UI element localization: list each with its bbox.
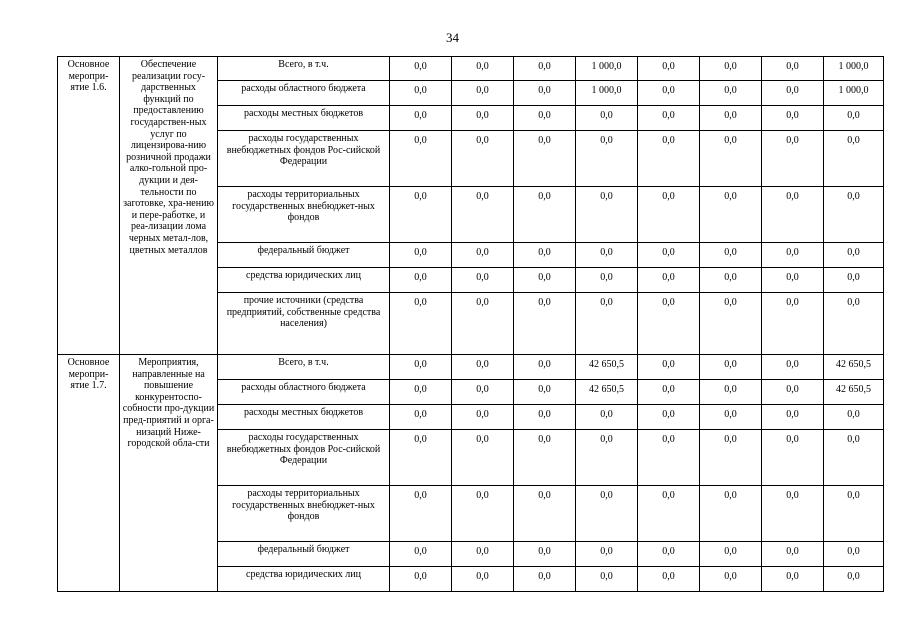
- activity-name: Мероприятия, направленные на повышение конкурентоспо-собности про-дукции пред-приятий и орга-низаций Ниже-городской обла-сти: [120, 355, 218, 592]
- amount-cell: 0,0: [452, 293, 514, 355]
- amount-cell: 0,0: [824, 268, 884, 293]
- amount-cell: 0,0: [700, 268, 762, 293]
- amount-cell: 42 650,5: [576, 380, 638, 405]
- amount-cell: 0,0: [638, 542, 700, 567]
- funding-source: расходы областного бюджета: [218, 380, 390, 405]
- funding-source: расходы территориальных государственных внебюджет-ных фондов: [218, 187, 390, 243]
- amount-cell: 0,0: [700, 293, 762, 355]
- amount-cell: 0,0: [390, 542, 452, 567]
- activity-name: Обеспечение реализации госу-дарственных функций по предоставлению государствен-ных услуг по лицензирова-нию розничной продажи алко-гольной про-дукции и дея-тельности по заготовке, хра-нению и пере-работке, и реа-лизации лома черных метал-лов, цветных металлов: [120, 57, 218, 355]
- amount-cell: 0,0: [700, 106, 762, 131]
- amount-cell: 0,0: [390, 293, 452, 355]
- amount-cell: 1 000,0: [576, 81, 638, 106]
- amount-cell: 0,0: [824, 405, 884, 430]
- amount-cell: 0,0: [824, 187, 884, 243]
- amount-cell: 0,0: [452, 405, 514, 430]
- amount-cell: 0,0: [638, 380, 700, 405]
- amount-cell: 0,0: [514, 57, 576, 81]
- funding-source: прочие источники (средства предприятий, собственные средства населения): [218, 293, 390, 355]
- amount-cell: 0,0: [390, 380, 452, 405]
- amount-cell: 0,0: [638, 567, 700, 592]
- amount-cell: 0,0: [762, 131, 824, 187]
- funding-source: расходы областного бюджета: [218, 81, 390, 106]
- funding-source: Всего, в т.ч.: [218, 355, 390, 380]
- amount-cell: 0,0: [638, 81, 700, 106]
- amount-cell: 0,0: [390, 430, 452, 486]
- amount-cell: 0,0: [576, 131, 638, 187]
- amount-cell: 0,0: [762, 355, 824, 380]
- amount-cell: 0,0: [390, 106, 452, 131]
- amount-cell: 0,0: [452, 380, 514, 405]
- amount-cell: 0,0: [514, 187, 576, 243]
- amount-cell: 0,0: [452, 268, 514, 293]
- amount-cell: 0,0: [638, 268, 700, 293]
- amount-cell: 0,0: [638, 405, 700, 430]
- amount-cell: 0,0: [700, 131, 762, 187]
- activity-code: Основное меропри-ятие 1.7.: [58, 355, 120, 592]
- amount-cell: 1 000,0: [824, 57, 884, 81]
- amount-cell: 0,0: [514, 542, 576, 567]
- activity-code: Основное меропри-ятие 1.6.: [58, 57, 120, 355]
- amount-cell: 0,0: [514, 131, 576, 187]
- amount-cell: 0,0: [452, 131, 514, 187]
- amount-cell: 42 650,5: [824, 380, 884, 405]
- amount-cell: 0,0: [576, 430, 638, 486]
- funding-source: расходы государственных внебюджетных фондов Рос-сийской Федерации: [218, 430, 390, 486]
- amount-cell: 0,0: [390, 405, 452, 430]
- amount-cell: 0,0: [514, 243, 576, 268]
- amount-cell: 0,0: [514, 430, 576, 486]
- amount-cell: 0,0: [762, 106, 824, 131]
- funding-source: средства юридических лиц: [218, 567, 390, 592]
- amount-cell: 0,0: [824, 243, 884, 268]
- amount-cell: 0,0: [762, 542, 824, 567]
- amount-cell: 42 650,5: [824, 355, 884, 380]
- amount-cell: 0,0: [762, 486, 824, 542]
- amount-cell: 42 650,5: [576, 355, 638, 380]
- amount-cell: 0,0: [700, 355, 762, 380]
- amount-cell: 0,0: [700, 57, 762, 81]
- amount-cell: 0,0: [514, 486, 576, 542]
- amount-cell: 0,0: [700, 542, 762, 567]
- amount-cell: 0,0: [700, 486, 762, 542]
- amount-cell: 0,0: [700, 187, 762, 243]
- amount-cell: 0,0: [514, 268, 576, 293]
- amount-cell: 0,0: [700, 81, 762, 106]
- page-number: 34: [446, 30, 459, 45]
- amount-cell: 0,0: [762, 567, 824, 592]
- amount-cell: 0,0: [576, 405, 638, 430]
- funding-source: расходы государственных внебюджетных фондов Рос-сийской Федерации: [218, 131, 390, 187]
- amount-cell: 0,0: [576, 243, 638, 268]
- amount-cell: 0,0: [390, 486, 452, 542]
- amount-cell: 0,0: [700, 380, 762, 405]
- funding-source: федеральный бюджет: [218, 542, 390, 567]
- amount-cell: 0,0: [824, 131, 884, 187]
- amount-cell: 0,0: [452, 486, 514, 542]
- amount-cell: 0,0: [638, 355, 700, 380]
- amount-cell: 0,0: [762, 430, 824, 486]
- amount-cell: 0,0: [576, 567, 638, 592]
- table-row: [58, 57, 884, 81]
- amount-cell: 0,0: [452, 187, 514, 243]
- amount-cell: 0,0: [638, 106, 700, 131]
- amount-cell: 0,0: [514, 405, 576, 430]
- amount-cell: 0,0: [576, 187, 638, 243]
- amount-cell: 0,0: [762, 268, 824, 293]
- amount-cell: 0,0: [700, 243, 762, 268]
- amount-cell: 0,0: [452, 355, 514, 380]
- amount-cell: 0,0: [452, 106, 514, 131]
- amount-cell: 0,0: [824, 293, 884, 355]
- amount-cell: 0,0: [390, 268, 452, 293]
- amount-cell: 0,0: [824, 486, 884, 542]
- amount-cell: 0,0: [700, 405, 762, 430]
- funding-source: расходы местных бюджетов: [218, 405, 390, 430]
- funding-source: расходы местных бюджетов: [218, 106, 390, 131]
- amount-cell: 0,0: [700, 567, 762, 592]
- amount-cell: 0,0: [390, 57, 452, 81]
- amount-cell: 0,0: [576, 542, 638, 567]
- amount-cell: 0,0: [390, 131, 452, 187]
- amount-cell: 0,0: [824, 106, 884, 131]
- amount-cell: 0,0: [638, 430, 700, 486]
- amount-cell: 0,0: [514, 567, 576, 592]
- amount-cell: 0,0: [390, 187, 452, 243]
- amount-cell: 0,0: [576, 268, 638, 293]
- amount-cell: 0,0: [638, 57, 700, 81]
- amount-cell: 0,0: [514, 355, 576, 380]
- amount-cell: 0,0: [762, 293, 824, 355]
- amount-cell: 0,0: [824, 567, 884, 592]
- amount-cell: 1 000,0: [824, 81, 884, 106]
- amount-cell: 0,0: [638, 243, 700, 268]
- funding-source: федеральный бюджет: [218, 243, 390, 268]
- amount-cell: 0,0: [390, 355, 452, 380]
- amount-cell: 0,0: [452, 567, 514, 592]
- amount-cell: 0,0: [762, 57, 824, 81]
- amount-cell: 0,0: [576, 293, 638, 355]
- amount-cell: 0,0: [514, 293, 576, 355]
- amount-cell: 0,0: [824, 430, 884, 486]
- amount-cell: 0,0: [638, 131, 700, 187]
- amount-cell: 0,0: [452, 243, 514, 268]
- amount-cell: 0,0: [824, 542, 884, 567]
- amount-cell: 0,0: [576, 106, 638, 131]
- amount-cell: 0,0: [762, 243, 824, 268]
- amount-cell: 0,0: [638, 187, 700, 243]
- amount-cell: 0,0: [514, 380, 576, 405]
- amount-cell: 0,0: [390, 81, 452, 106]
- funding-source: средства юридических лиц: [218, 268, 390, 293]
- amount-cell: 0,0: [762, 187, 824, 243]
- amount-cell: 0,0: [762, 405, 824, 430]
- amount-cell: 1 000,0: [576, 57, 638, 81]
- amount-cell: 0,0: [762, 380, 824, 405]
- table-row: [58, 355, 884, 380]
- amount-cell: 0,0: [700, 430, 762, 486]
- amount-cell: 0,0: [762, 81, 824, 106]
- funding-table: [57, 56, 884, 592]
- amount-cell: 0,0: [452, 57, 514, 81]
- funding-source: расходы территориальных государственных внебюджет-ных фондов: [218, 486, 390, 542]
- amount-cell: 0,0: [452, 430, 514, 486]
- amount-cell: 0,0: [638, 293, 700, 355]
- amount-cell: 0,0: [390, 567, 452, 592]
- amount-cell: 0,0: [638, 486, 700, 542]
- amount-cell: 0,0: [452, 542, 514, 567]
- amount-cell: 0,0: [390, 243, 452, 268]
- funding-source: Всего, в т.ч.: [218, 57, 390, 81]
- amount-cell: 0,0: [452, 81, 514, 106]
- amount-cell: 0,0: [514, 81, 576, 106]
- amount-cell: 0,0: [514, 106, 576, 131]
- amount-cell: 0,0: [576, 486, 638, 542]
